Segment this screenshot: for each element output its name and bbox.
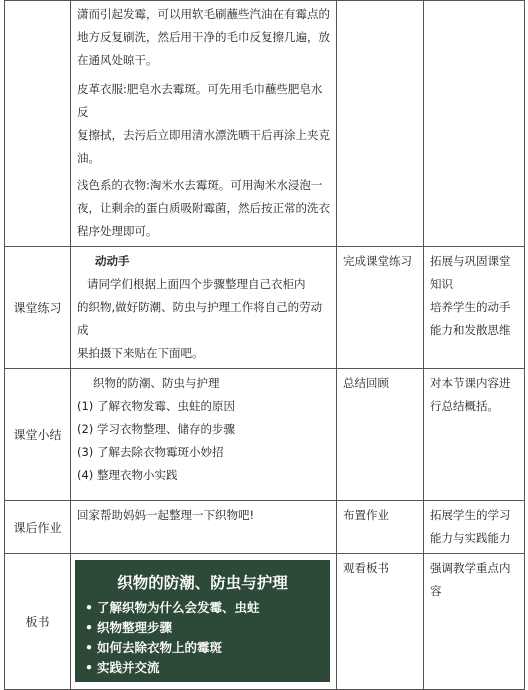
purpose-line: 能力与实践能力 (430, 531, 511, 545)
bullet-icon: • (85, 660, 93, 675)
category-practice: 课堂练习 (5, 247, 71, 369)
blackboard-title: 织物的防潮、防虫与护理 (117, 574, 288, 592)
purpose-line: 培养学生的动手 (430, 300, 511, 314)
content-line: 果拍摄下来贴在下面吧。 (77, 346, 204, 360)
practice-activity-cell (337, 247, 424, 369)
content-line: 复擦拭，去污后立即用清水漂洗晒干后再涂上夹克 (77, 128, 330, 142)
content-line: 油。 (77, 151, 100, 165)
blackboard-purpose-cell (424, 554, 525, 690)
content-line: 的织物,做好防潮、防虫与护理工作将自己的劳动成 (77, 300, 323, 337)
purpose-line: 强调教学重点内 (430, 561, 511, 575)
summary-heading: 织物的防潮、防虫与护理 (93, 376, 220, 390)
blackboard-item: • 织物整理步骤 (85, 618, 260, 638)
blackboard-item: • 如何去除衣物上的霉斑 (85, 638, 260, 658)
category-blackboard: 板书 (5, 554, 71, 690)
content-line: 潇而引起发霉，可以用软毛刷蘸些汽油在有霉点的 (77, 7, 330, 21)
bullet-icon: • (85, 620, 93, 635)
blackboard-item: • 了解织物为什么会发霉、虫蛀 (85, 598, 260, 618)
content-line: 程序处理即可。 (77, 224, 158, 238)
summary-content-cell (71, 369, 337, 501)
row1-content-cell (71, 1, 337, 247)
homework-purpose-cell (424, 501, 525, 554)
activity-text: 布置作业 (343, 508, 389, 522)
purpose-line: 容 (430, 584, 442, 598)
content-line: 地方反复刷洗，然后用干净的毛巾反复擦几遍，放 (77, 30, 330, 44)
activity-text: 完成课堂练习 (343, 254, 412, 268)
summary-activity-cell (337, 369, 424, 501)
homework-content-cell (71, 501, 337, 554)
activity-text: 观看板书 (343, 561, 389, 575)
row1-category-cell (5, 1, 71, 247)
row-continuation (5, 1, 525, 247)
blackboard-cell (71, 554, 337, 690)
purpose-line: 拓展学生的学习 (430, 508, 511, 522)
blackboard-activity-cell (337, 554, 424, 690)
row-homework (5, 501, 525, 554)
bullet-icon: • (85, 640, 93, 655)
content-line: 请同学们根据上面四个步骤整理自己衣柜内 (87, 277, 306, 291)
summary-item: (2) 学习衣物整理、储存的步骤 (77, 422, 235, 436)
practice-content-cell (71, 247, 337, 369)
summary-item: (3) 了解去除衣物霉斑小妙招 (77, 445, 224, 459)
content-line: 在通风处晾干。 (77, 53, 158, 67)
practice-purpose-cell (424, 247, 525, 369)
purpose-line: 能力和发散思维 (430, 323, 511, 337)
bullet-icon: • (85, 600, 93, 615)
content-line: 浅色系的衣物:淘米水去霉斑。可用淘米水浸泡一 (77, 178, 323, 192)
row-practice (5, 247, 525, 369)
lesson-plan-table (4, 0, 525, 690)
homework-text: 回家帮助妈妈一起整理一下织物吧! (77, 508, 255, 522)
summary-item: (1) 了解衣物发霉、虫蛀的原因 (77, 399, 235, 413)
blackboard-item: • 实践并交流 (85, 658, 260, 678)
row-blackboard (5, 554, 525, 690)
activity-text: 总结回顾 (343, 376, 389, 390)
purpose-line: 对本节课内容进 (430, 376, 511, 390)
homework-activity-cell (337, 501, 424, 554)
blackboard-image (75, 560, 330, 682)
category-homework: 课后作业 (5, 501, 71, 554)
blackboard-list (85, 598, 260, 678)
row-summary (5, 369, 525, 501)
summary-item: (4) 整理衣物小实践 (77, 468, 178, 482)
purpose-line: 知识 (430, 277, 453, 291)
category-summary: 课堂小结 (5, 369, 71, 501)
purpose-line: 行总结概括。 (430, 399, 499, 413)
summary-purpose-cell (424, 369, 525, 501)
row1-purpose-cell (424, 1, 525, 247)
row1-activity-cell (337, 1, 424, 247)
practice-heading: 动动手 (95, 254, 130, 268)
content-line: 皮革衣服:肥皂水去霉斑。可先用毛巾蘸些肥皂水反 (77, 82, 323, 119)
purpose-line: 拓展与巩固课堂 (430, 254, 511, 268)
content-line: 夜，让剩余的蛋白质吸附霉菌，然后按正常的洗衣 (77, 201, 330, 215)
